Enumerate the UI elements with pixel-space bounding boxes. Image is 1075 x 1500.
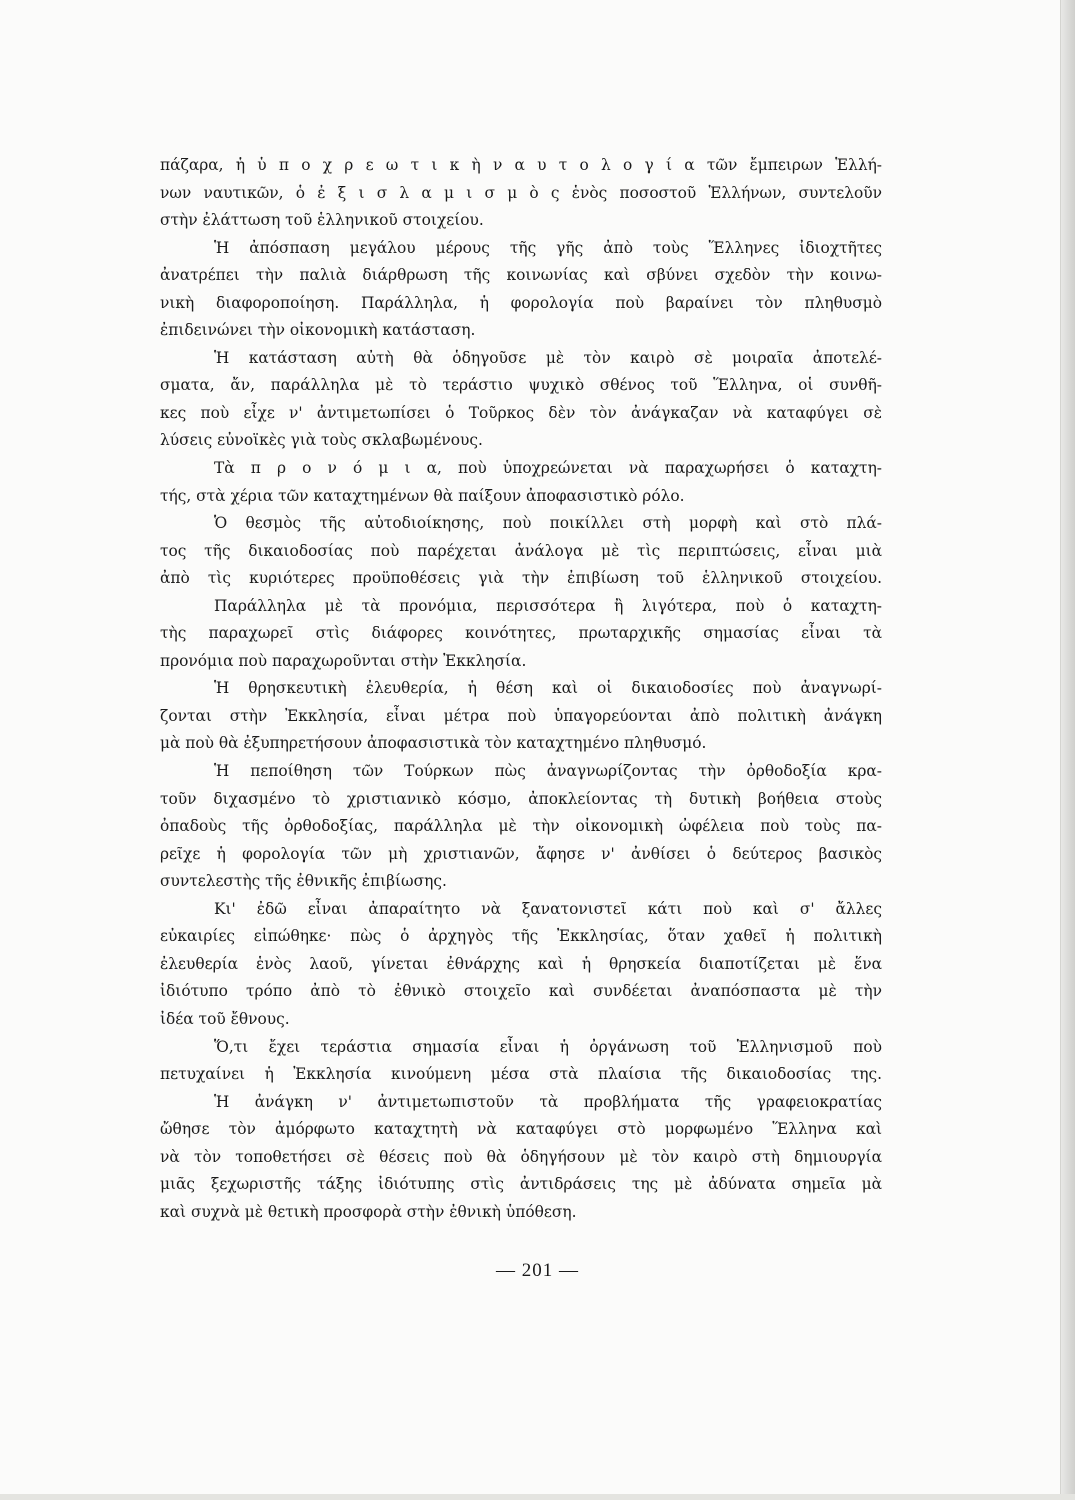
text-line: μὰ ποὺ θὰ ἐξυπηρετήσουν ἀποφασιστικὰ τὸν καταχτημένο πληθυσμό. bbox=[160, 734, 707, 753]
text-line: ζονται στὴν Ἐκκλησία, εἶναι μέτρα ποὺ ὑπαγορεύονται ἀπὸ πολιτικὴ ἀνάγκη bbox=[160, 706, 882, 725]
text-line: πάζαρα, ἡ ὑ π ο χ ρ ε ω τ ι κ ὴ ν α υ τ ο λ ο γ ί α τῶν ἔμπειρων Ἑλλή- bbox=[160, 156, 882, 174]
text-line: Παράλληλα μὲ τὰ προνόμια, περισσότερα ἢ λιγότερα, ποὺ ὁ καταχτη- bbox=[214, 596, 882, 615]
text-line: νικὴ διαφοροποίηση. Παράλληλα, ἡ φορολογία ποὺ βαραίνει τὸν πληθυσμὸ bbox=[160, 293, 882, 312]
text-line: Ἡ ἀπόσπαση μεγάλου μέρους τῆς γῆς ἀπὸ τοὺς Ἕλληνες ἰδιοχτῆτες bbox=[214, 238, 882, 257]
text-line: μιᾶς ξεχωριστῆς τάξης ἰδιότυπης στὶς ἀντιδράσεις της μὲ ἀδύνατα σημεῖα μὰ bbox=[160, 1175, 882, 1194]
text-line: κες ποὺ εἶχε ν' ἀντιμετωπίσει ὁ Τοῦρκος δὲν τὸν ἀνάγκαζαν νὰ καταφύγει σὲ bbox=[160, 403, 882, 422]
text-line: τοῦν διχασμένο τὸ χριστιανικὸ κόσμο, ἀποκλείοντας τὴ δυτικὴ βοήθεια στοὺς bbox=[160, 789, 882, 808]
text-line: τής, στὰ χέρια τῶν καταχτημένων θὰ παίξουν ἀποφασιστικὸ ρόλο. bbox=[160, 486, 685, 505]
text-line: ἀνατρέπει τὴν παλιὰ διάρθρωση τῆς κοινωνίας καὶ σβύνει σχεδὸν τὴν κοινω- bbox=[160, 266, 882, 285]
text-line: νὰ τὸν τοποθετήσει σὲ θέσεις ποὺ θὰ ὁδηγήσουν μὲ τὸν καιρὸ στὴ δημιουργία bbox=[160, 1147, 882, 1166]
text-line: Κι' ἐδῶ εἶναι ἀπαραίτητο νὰ ξανατονιστεῖ κάτι ποὺ καὶ σ' ἄλλες bbox=[214, 899, 882, 918]
text-line: εὐκαιρίες εἰπώθηκε· πὼς ὁ ἀρχηγὸς τῆς Ἐκκλησίας, ὅταν χαθεῖ ἡ πολιτικὴ bbox=[160, 927, 882, 946]
text-line: στὴν ἐλάττωση τοῦ ἑλληνικοῦ στοιχείου. bbox=[160, 211, 484, 230]
text-line: νων ναυτικῶν, ὁ ἐ ξ ι σ λ α μ ι σ μ ὸ ς ἑνὸς ποσοστοῦ Ἑλλήνων, συντελοῦν bbox=[160, 183, 882, 202]
text-line: πετυχαίνει ἡ Ἐκκλησία κινούμενη μέσα στὰ πλαίσια τῆς δικαιοδοσίας της. bbox=[160, 1065, 882, 1084]
page-bottom-edge bbox=[0, 1494, 1075, 1500]
text-line: Ἡ κατάσταση αὐτὴ θὰ ὁδηγοῦσε μὲ τὸν καιρὸ σὲ μοιραῖα ἀποτελέ- bbox=[214, 348, 882, 367]
text-line: ἰδιότυπο τρόπο ἀπὸ τὸ ἐθνικὸ στοιχεῖο καὶ συνδέεται ἀναπόσπαστα μὲ τὴν bbox=[160, 982, 882, 1001]
text-line: Ὁ θεσμὸς τῆς αὐτοδιοίκησης, ποὺ ποικίλλει στὴ μορφὴ καὶ στὸ πλά- bbox=[214, 514, 882, 533]
text-line: ἐπιδεινώνει τὴν οἰκονομικὴ κατάσταση. bbox=[160, 321, 476, 340]
page-number: — 201 — bbox=[496, 1260, 579, 1281]
text-line: ὤθησε τὸν ἀμόρφωτο καταχτητὴ νὰ καταφύγει στὸ μορφωμένο Ἕλληνα καὶ bbox=[160, 1120, 882, 1139]
text-line: Ἡ θρησκευτικὴ ἐλευθερία, ἡ θέση καὶ οἱ δικαιοδοσίες ποὺ ἀναγνωρί- bbox=[214, 679, 882, 698]
text-line: προνόμια ποὺ παραχωροῦνται στὴν Ἐκκλησία. bbox=[160, 651, 527, 670]
text-line: τος τῆς δικαιοδοσίας ποὺ παρέχεται ἀνάλογα μὲ τὶς περιπτώσεις, εἶναι μιὰ bbox=[160, 541, 882, 560]
text-line: καὶ συχνὰ μὲ θετικὴ προσφορὰ στὴν ἐθνικὴ ὑπόθεση. bbox=[160, 1202, 577, 1221]
body-text bbox=[160, 152, 882, 1226]
text-line: ρεῖχε ἡ φορολογία τῶν μὴ χριστιανῶν, ἄφησε ν' ἀνθίσει ὁ δεύτερος βασικὸς bbox=[160, 844, 882, 863]
text-line: Ἡ πεποίθηση τῶν Τούρκων πὼς ἀναγνωρίζοντας τὴν ὀρθοδοξία κρα- bbox=[214, 762, 882, 781]
text-line: ἐλευθερία ἑνὸς λαοῦ, γίνεται ἐθνάρχης καὶ ἡ θρησκεία διαποτίζεται μὲ ἕνα bbox=[160, 954, 882, 973]
text-line: Ὅ,τι ἔχει τεράστια σημασία εἶναι ἡ ὀργάνωση τοῦ Ἑλληνισμοῦ ποὺ bbox=[214, 1037, 882, 1056]
text-line: Τὰ π ρ ο ν ό μ ι α, ποὺ ὑποχρεώνεται νὰ παραχωρήσει ὁ καταχτη- bbox=[214, 459, 882, 478]
text-line: σματα, ἄν, παράλληλα μὲ τὸ τεράστιο ψυχικὸ σθένος τοῦ Ἕλληνα, οἱ συνθῆ- bbox=[160, 376, 882, 395]
text-line: λύσεις εὐνοϊκὲς γιὰ τοὺς σκλαβωμένους. bbox=[160, 431, 483, 450]
text-line: Ἡ ἀνάγκη ν' ἀντιμετωπιστοῦν τὰ προβλήματα τῆς γραφειοκρατίας bbox=[214, 1092, 882, 1111]
text-line: ὀπαδοὺς τῆς ὀρθοδοξίας, παράλληλα μὲ τὴν οἰκονομικὴ ὠφέλεια ποὺ τοὺς πα- bbox=[160, 817, 882, 836]
text-line: τὴς παραχωρεῖ στὶς διάφορες κοινότητες, πρωταρχικῆς σημασίας εἶναι τὰ bbox=[160, 624, 882, 643]
text-line: ἀπὸ τὶς κυριότερες προϋποθέσεις γιὰ τὴν ἐπιβίωση τοῦ ἑλληνικοῦ στοιχείου. bbox=[160, 569, 882, 588]
text-line: συντελεστὴς τῆς ἐθνικῆς ἐπιβίωσης. bbox=[160, 872, 447, 891]
text-line: ἰδέα τοῦ ἔθνους. bbox=[160, 1009, 290, 1028]
